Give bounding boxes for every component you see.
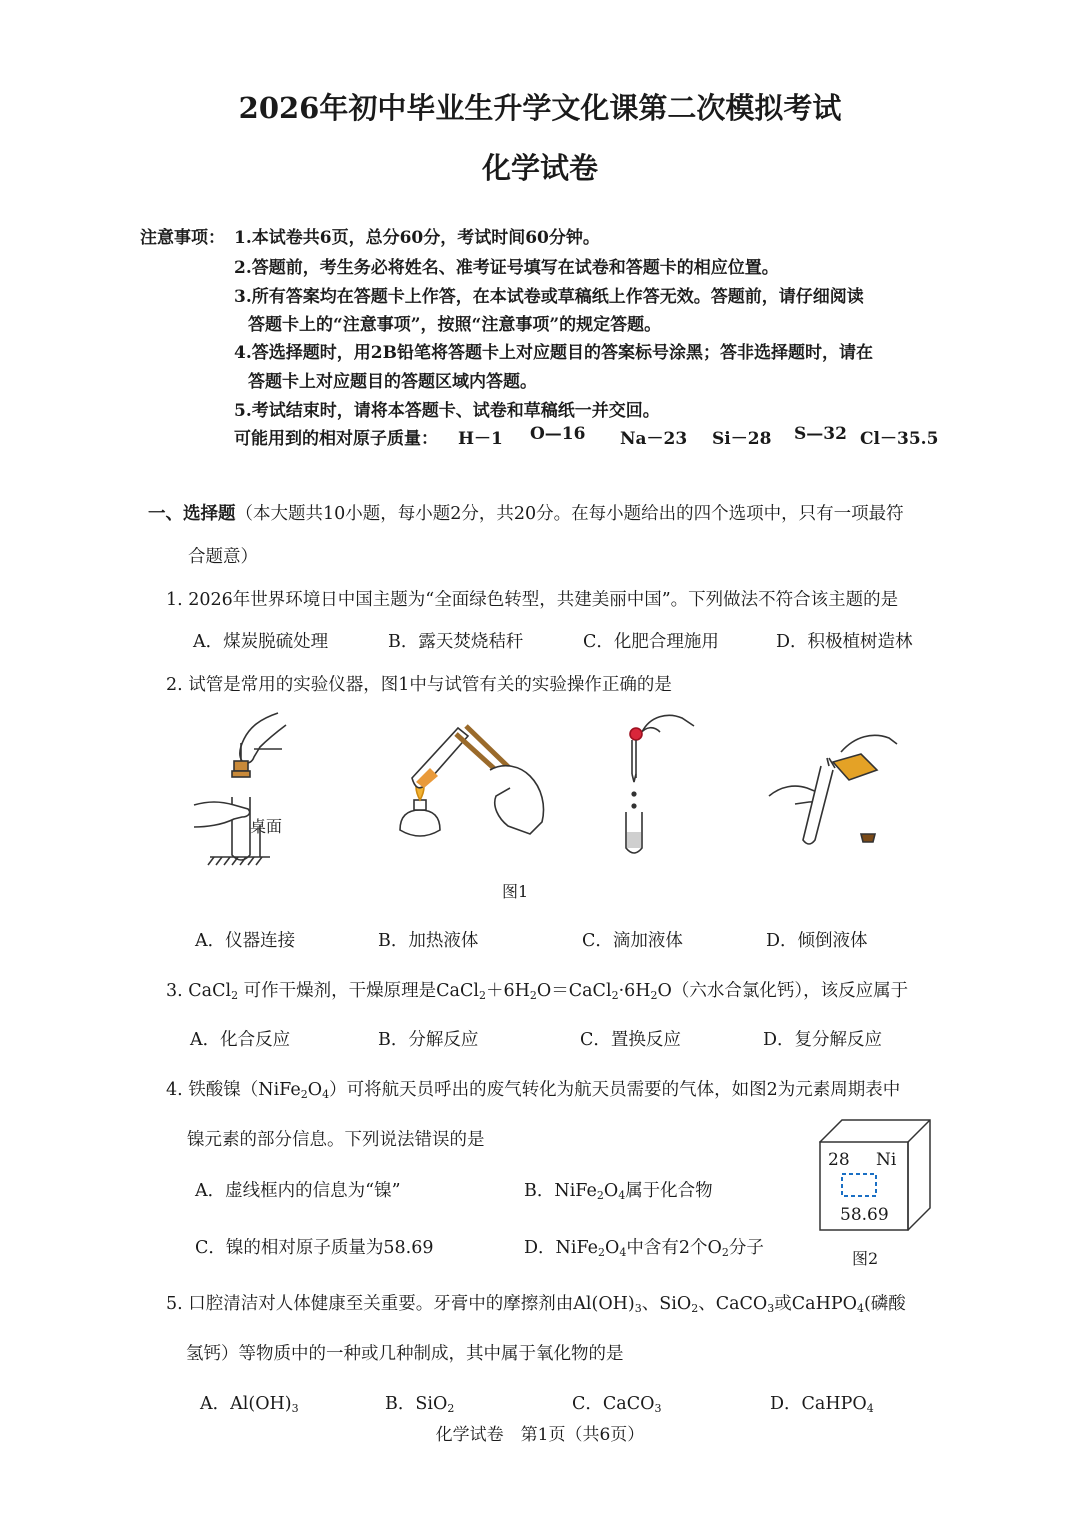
q1-option-c: C．化肥合理施用 <box>583 632 719 652</box>
question-4-stem <box>166 1076 900 1101</box>
q5-option-b: B．SiO$_2$ <box>385 1394 455 1415</box>
q4-option-b: B．$NiFe_2O_4$属于化合物 <box>524 1181 713 1202</box>
atomic-mass-o: O—16 <box>530 424 586 444</box>
q1-option-a: A．煤炭脱硫处理 <box>193 632 329 652</box>
formula-nife2o4: $NiFe_2O_4$ <box>258 1080 330 1101</box>
q5-option-c: C．CaCO$_3$ <box>572 1394 662 1415</box>
q4-option-b-text: 属于化合物 <box>625 1181 713 1201</box>
q1-option-b: B．露天焚烧秸秆 <box>388 632 524 652</box>
q4-option-d-text-end: 分子 <box>728 1238 764 1258</box>
element-mass: 58.69 <box>840 1205 889 1225</box>
note-item: 2.答题前，考生务必将姓名、准考证号填写在试卷和答题卡的相应位置。 <box>234 258 779 278</box>
note-item: 4.答选择题时，用2B铅笔将答题卡上对应题目的答案标号涂黑；答非选择题时，请在 <box>234 343 873 363</box>
atomic-mass-cl: Cl－35.5 <box>860 429 939 449</box>
question-5-stem-cont: 氢钙）等物质中的一种或几种制成，其中属于氧化物的是 <box>186 1344 624 1364</box>
figure-1-illustration-b <box>380 722 550 852</box>
q3-option-b: B．分解反应 <box>378 1030 479 1050</box>
question-5-stem: 5. 口腔清洁对人体健康至关重要。牙膏中的摩擦剂由$Al(OH)_3$、SiO$_2$、CaCO$_3$或CaHPO$_4$(磷酸 <box>166 1294 906 1315</box>
q5-option-d: D．CaHPO$_4$ <box>770 1394 874 1415</box>
q4-option-d-text: 中含有2个 <box>626 1238 708 1258</box>
q5-separator: 或 <box>774 1294 792 1314</box>
q5-option-b-label: B． <box>385 1394 416 1414</box>
q3-text-1: 可作干燥剂，干燥原理是 <box>243 981 437 1001</box>
q2-option-d: D．倾倒液体 <box>766 931 868 951</box>
section-heading <box>148 500 904 525</box>
q5-option-c-label: C． <box>572 1394 603 1414</box>
q5-separator: 、 <box>641 1294 660 1314</box>
desk-label: 桌面 <box>250 817 283 836</box>
q4-option-c: C．镍的相对原子质量为58.69 <box>195 1238 434 1258</box>
q2-option-c: C．滴加液体 <box>582 931 683 951</box>
q5-option-a-label: A． <box>200 1394 231 1414</box>
note-item: 答题卡上的“注意事项”，按照“注意事项”的规定答题。 <box>248 315 662 335</box>
q3-option-a: A．化合反应 <box>190 1030 291 1050</box>
section-title: 一、选择题 <box>148 504 236 524</box>
figure-1-illustration-d <box>765 722 905 852</box>
q2-option-b: B．加热液体 <box>378 931 479 951</box>
atomic-mass-na: Na－23 <box>620 429 688 449</box>
element-number: 28 <box>828 1150 850 1170</box>
note-item: 3.所有答案均在答题卡上作答，在本试卷或草稿纸上作答无效。答题前，请仔细阅读 <box>234 287 864 307</box>
q5-option-a: A．$Al(OH)_3$ <box>200 1394 299 1415</box>
q4-text-1: 4. 铁酸镍（ <box>166 1080 259 1100</box>
note-item: 答题卡上对应题目的答题区域内答题。 <box>248 372 537 392</box>
figure-1-illustration-a <box>190 705 300 865</box>
atomic-mass-s: S—32 <box>794 424 847 444</box>
q4-option-a: A．虚线框内的信息为“镍” <box>195 1181 401 1201</box>
figure-2-caption: 图2 <box>852 1249 879 1268</box>
q3-number: 3. <box>166 981 183 1001</box>
question-3-stem <box>166 977 908 1002</box>
q4-text-2: ）可将航天员呼出的废气转化为航天员需要的气体，如图2为元素周期表中 <box>329 1080 901 1100</box>
question-1-stem: 1. 2026年世界环境日中国主题为“全面绿色转型，共建美丽中国”。下列做法不符合该主题的是 <box>166 590 899 610</box>
q2-option-a: A．仪器连接 <box>195 931 296 951</box>
q5-option-d-label: D． <box>770 1394 802 1414</box>
q4-option-d: D．$NiFe_2O_4$中含有2个$O_2$分子 <box>524 1238 764 1259</box>
question-2-stem: 2. 试管是常用的实验仪器，图1中与试管有关的实验操作正确的是 <box>166 675 672 695</box>
notes-label: 注意事项： <box>140 228 225 248</box>
section-desc: （本大题共10小题，每小题2分，共20分。在每小题给出的四个选项中，只有一项最符 <box>235 504 904 524</box>
q4-option-b-label: B． <box>524 1181 555 1201</box>
q5-separator: 、 <box>698 1294 716 1314</box>
exam-title: 2026年初中毕业生升学文化课第二次模拟考试 <box>238 91 842 125</box>
q5-text-1: 5. 口腔清洁对人体健康至关重要。牙膏中的摩擦剂由 <box>166 1294 574 1314</box>
atomic-mass-label: 可能用到的相对原子质量： <box>234 429 438 449</box>
question-4-stem-cont: 镍元素的部分信息。下列说法错误的是 <box>187 1130 485 1150</box>
element-symbol: Ni <box>876 1150 897 1170</box>
figure-1-illustration-c <box>620 712 700 862</box>
note-item: 5.考试结束时，请将本答题卡、试卷和草稿纸一并交回。 <box>234 401 660 421</box>
q1-option-d: D．积极植树造林 <box>776 632 913 652</box>
atomic-mass-h: H－1 <box>458 429 503 449</box>
reaction-equation: $CaCl_2+6H_2O=CaCl_2\cdot 6H_2O$ <box>436 981 672 1002</box>
q3-option-d: D．复分解反应 <box>763 1030 883 1050</box>
q3-text-2: （六水合氯化钙），该反应属于 <box>671 981 909 1001</box>
q4-option-d-label: D． <box>524 1238 556 1258</box>
note-item: 1.本试卷共6页，总分60分，考试时间60分钟。 <box>234 228 600 248</box>
q5-text-2: (磷酸 <box>863 1294 906 1314</box>
exam-subject: 化学试卷 <box>481 151 598 185</box>
section-desc-cont: 合题意） <box>188 547 258 567</box>
atomic-mass-si: Si－28 <box>712 429 772 449</box>
page-footer: 化学试卷 第1页（共6页） <box>435 1425 645 1445</box>
formula-cacl2: CaCl$_2$ <box>188 981 239 1002</box>
q3-option-c: C．置换反应 <box>580 1030 681 1050</box>
figure-1-caption: 图1 <box>502 882 529 901</box>
